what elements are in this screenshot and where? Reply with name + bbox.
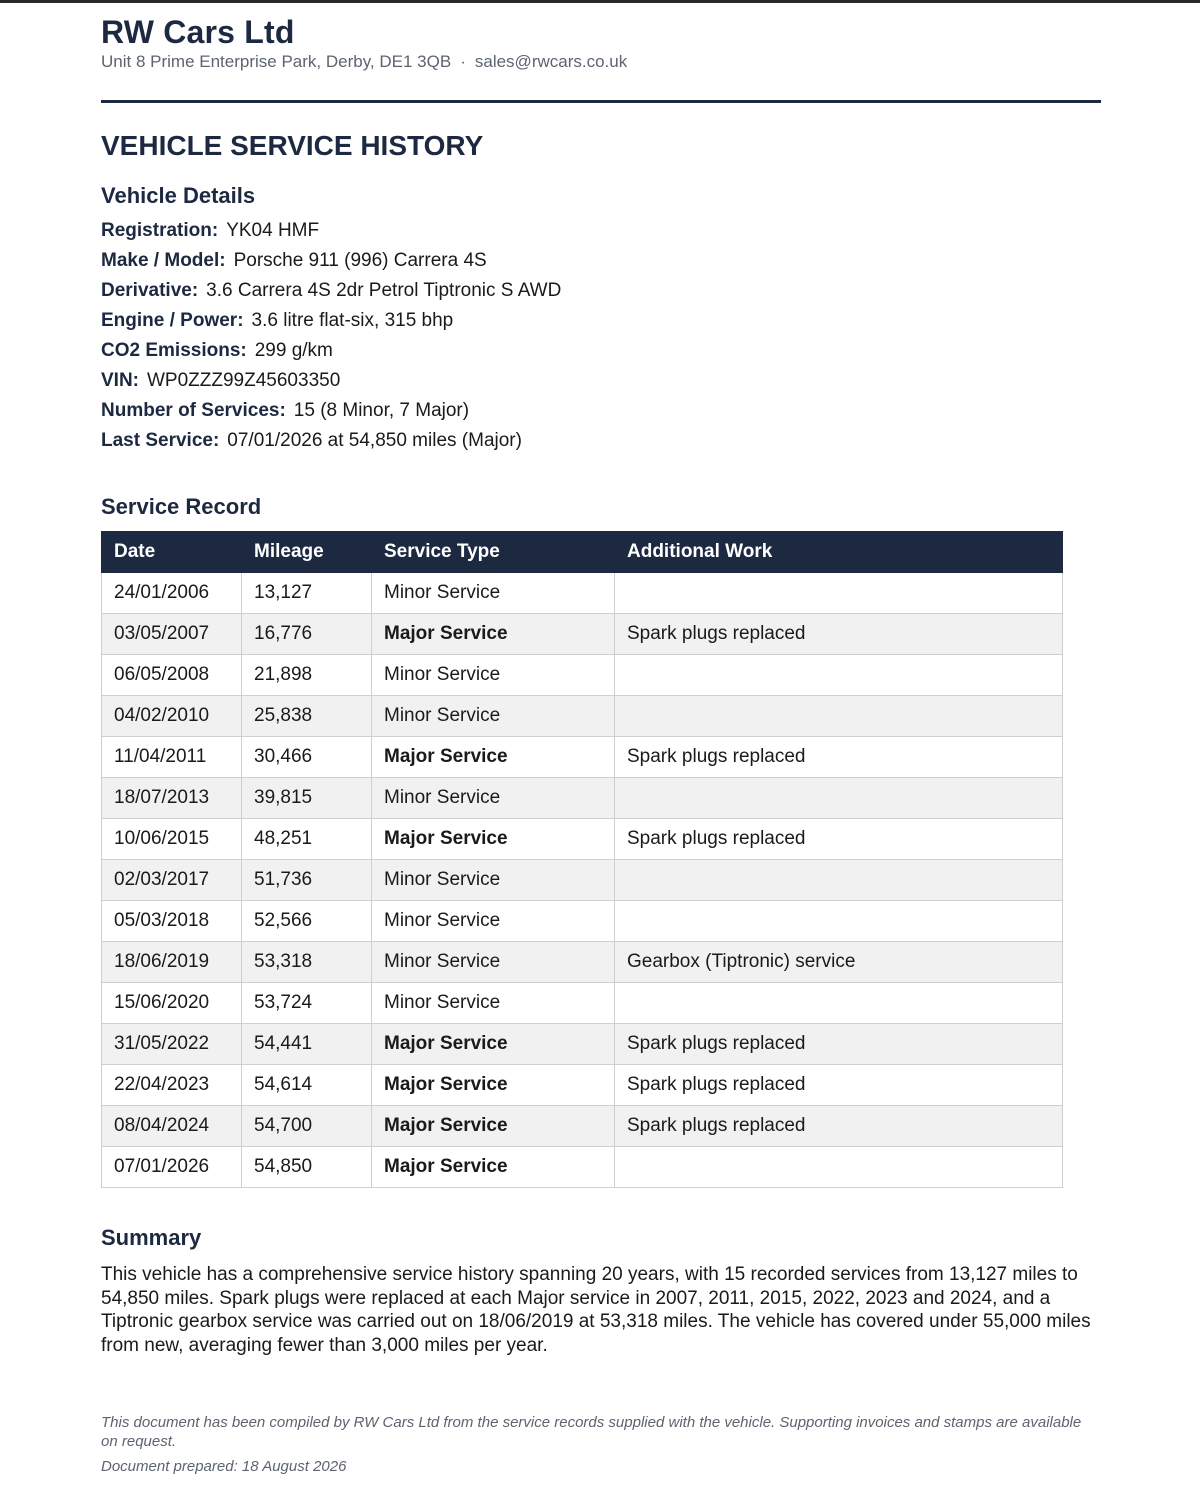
table-row [102, 737, 1063, 778]
cell-additional-work [615, 860, 1063, 901]
cell-service-type: Major Service [372, 1024, 615, 1065]
table-row [102, 1065, 1063, 1106]
cell-service-type: Minor Service [372, 860, 615, 901]
cell-additional-work: Spark plugs replaced [615, 819, 1063, 860]
vehicle-detail-label: CO2 Emissions: [101, 340, 247, 361]
cell-mileage: 25,838 [242, 696, 372, 737]
vehicle-detail-value: 07/01/2026 at 54,850 miles (Major) [227, 430, 522, 451]
cell-additional-work: Spark plugs replaced [615, 737, 1063, 778]
cell-service-type: Minor Service [372, 696, 615, 737]
cell-additional-work [615, 696, 1063, 737]
company-contact [101, 52, 627, 72]
cell-service-type: Major Service [372, 737, 615, 778]
cell-service-type: Minor Service [372, 655, 615, 696]
cell-service-type: Minor Service [372, 573, 615, 614]
vehicle-detail-value: Porsche 911 (996) Carrera 4S [233, 250, 487, 271]
column-header-date: Date [102, 532, 242, 573]
vehicle-detail-row [101, 396, 561, 426]
company-address: Unit 8 Prime Enterprise Park, Derby, DE1 3QB [101, 52, 452, 71]
column-header-additional-work: Additional Work [615, 532, 1063, 573]
vehicle-detail-row [101, 276, 561, 306]
table-row [102, 573, 1063, 614]
column-header-mileage: Mileage [242, 532, 372, 573]
vehicle-detail-row [101, 426, 561, 456]
cell-mileage: 53,318 [242, 942, 372, 983]
cell-mileage: 51,736 [242, 860, 372, 901]
cell-service-type: Minor Service [372, 901, 615, 942]
service-record-heading: Service Record [101, 494, 262, 519]
cell-additional-work [615, 1147, 1063, 1188]
table-row [102, 614, 1063, 655]
vehicle-detail-label: Last Service: [101, 430, 220, 451]
vehicle-detail-label: VIN: [101, 370, 139, 391]
cell-additional-work: Spark plugs replaced [615, 1024, 1063, 1065]
summary-heading: Summary [101, 1225, 202, 1250]
document-prepared-date: Document prepared: 18 August 2026 [101, 1458, 347, 1475]
table-row [102, 778, 1063, 819]
vehicle-detail-label: Derivative: [101, 280, 199, 301]
cell-additional-work: Spark plugs replaced [615, 1065, 1063, 1106]
vehicle-details-heading: Vehicle Details [101, 183, 256, 208]
cell-mileage: 54,700 [242, 1106, 372, 1147]
cell-mileage: 52,566 [242, 901, 372, 942]
cell-additional-work [615, 573, 1063, 614]
cell-date: 02/03/2017 [102, 860, 242, 901]
table-row [102, 655, 1063, 696]
vehicle-detail-value: 3.6 Carrera 4S 2dr Petrol Tiptronic S AWD [206, 280, 562, 301]
vehicle-detail-row [101, 306, 561, 336]
cell-mileage: 54,441 [242, 1024, 372, 1065]
cell-date: 06/05/2008 [102, 655, 242, 696]
cell-additional-work: Spark plugs replaced [615, 614, 1063, 655]
table-header-row [102, 532, 1063, 573]
summary-text: This vehicle has a comprehensive service history spanning 20 years, with 15 recorded services from 13,127 miles to 54,850 miles. Spark plugs were replaced at each Major service in 2007, 2011, 2015, 2022, 2023 and 2024, and a Tiptronic gearbox service was carried out on 18/06/2019 at 53,318 miles. The vehicle has covered under 55,000 miles from new, averaging fewer than 3,000 miles per year. [101, 1264, 1091, 1356]
top-border [0, 0, 1200, 3]
table-row [102, 860, 1063, 901]
cell-date: 10/06/2015 [102, 819, 242, 860]
cell-date: 24/01/2006 [102, 573, 242, 614]
cell-service-type: Minor Service [372, 778, 615, 819]
cell-mileage: 53,724 [242, 983, 372, 1024]
cell-additional-work [615, 655, 1063, 696]
cell-date: 04/02/2010 [102, 696, 242, 737]
cell-mileage: 13,127 [242, 573, 372, 614]
cell-date: 07/01/2026 [102, 1147, 242, 1188]
cell-mileage: 16,776 [242, 614, 372, 655]
cell-mileage: 21,898 [242, 655, 372, 696]
table-row [102, 942, 1063, 983]
cell-date: 11/04/2011 [102, 737, 242, 778]
contact-separator: · [460, 52, 466, 71]
vehicle-detail-row [101, 246, 561, 276]
cell-service-type: Major Service [372, 819, 615, 860]
table-row [102, 1147, 1063, 1188]
vehicle-detail-value: 3.6 litre flat-six, 315 bhp [251, 310, 454, 331]
table-row [102, 901, 1063, 942]
service-record-body [102, 573, 1063, 1188]
service-record-table [101, 531, 1063, 1188]
cell-additional-work: Gearbox (Tiptronic) service [615, 942, 1063, 983]
vehicle-details-list [101, 216, 561, 456]
vehicle-detail-value: 15 (8 Minor, 7 Major) [293, 400, 470, 421]
table-row [102, 696, 1063, 737]
cell-service-type: Major Service [372, 1065, 615, 1106]
cell-date: 22/04/2023 [102, 1065, 242, 1106]
vehicle-detail-value: 299 g/km [254, 340, 333, 361]
vehicle-detail-value: WP0ZZZ99Z45603350 [147, 370, 341, 391]
cell-date: 31/05/2022 [102, 1024, 242, 1065]
cell-date: 03/05/2007 [102, 614, 242, 655]
cell-additional-work [615, 983, 1063, 1024]
cell-mileage: 54,850 [242, 1147, 372, 1188]
table-row [102, 1024, 1063, 1065]
header-divider [101, 100, 1101, 103]
footer-note: This document has been compiled by RW Cars Ltd from the service records supplied with the vehicle. Supporting invoices and stamps are available on request. [101, 1414, 1082, 1450]
table-row [102, 983, 1063, 1024]
company-email: sales@rwcars.co.uk [474, 52, 628, 71]
cell-additional-work [615, 901, 1063, 942]
cell-date: 18/07/2013 [102, 778, 242, 819]
cell-date: 15/06/2020 [102, 983, 242, 1024]
vehicle-detail-value: YK04 HMF [226, 220, 320, 241]
cell-date: 18/06/2019 [102, 942, 242, 983]
table-row [102, 1106, 1063, 1147]
cell-service-type: Major Service [372, 614, 615, 655]
vehicle-detail-label: Make / Model: [101, 250, 226, 271]
cell-mileage: 30,466 [242, 737, 372, 778]
cell-date: 05/03/2018 [102, 901, 242, 942]
cell-mileage: 48,251 [242, 819, 372, 860]
column-header-service-type: Service Type [372, 532, 615, 573]
cell-service-type: Major Service [372, 1147, 615, 1188]
vehicle-detail-label: Registration: [101, 220, 219, 241]
vehicle-detail-row [101, 366, 561, 396]
cell-service-type: Minor Service [372, 942, 615, 983]
cell-additional-work: Spark plugs replaced [615, 1106, 1063, 1147]
vehicle-detail-row [101, 216, 561, 246]
vehicle-detail-label: Number of Services: [101, 400, 286, 421]
table-row [102, 819, 1063, 860]
cell-date: 08/04/2024 [102, 1106, 242, 1147]
document-title: VEHICLE SERVICE HISTORY [101, 130, 484, 161]
cell-mileage: 54,614 [242, 1065, 372, 1106]
cell-service-type: Major Service [372, 1106, 615, 1147]
vehicle-detail-label: Engine / Power: [101, 310, 244, 331]
cell-service-type: Minor Service [372, 983, 615, 1024]
company-name: RW Cars Ltd [101, 14, 295, 50]
cell-additional-work [615, 778, 1063, 819]
cell-mileage: 39,815 [242, 778, 372, 819]
vehicle-detail-row [101, 336, 561, 366]
